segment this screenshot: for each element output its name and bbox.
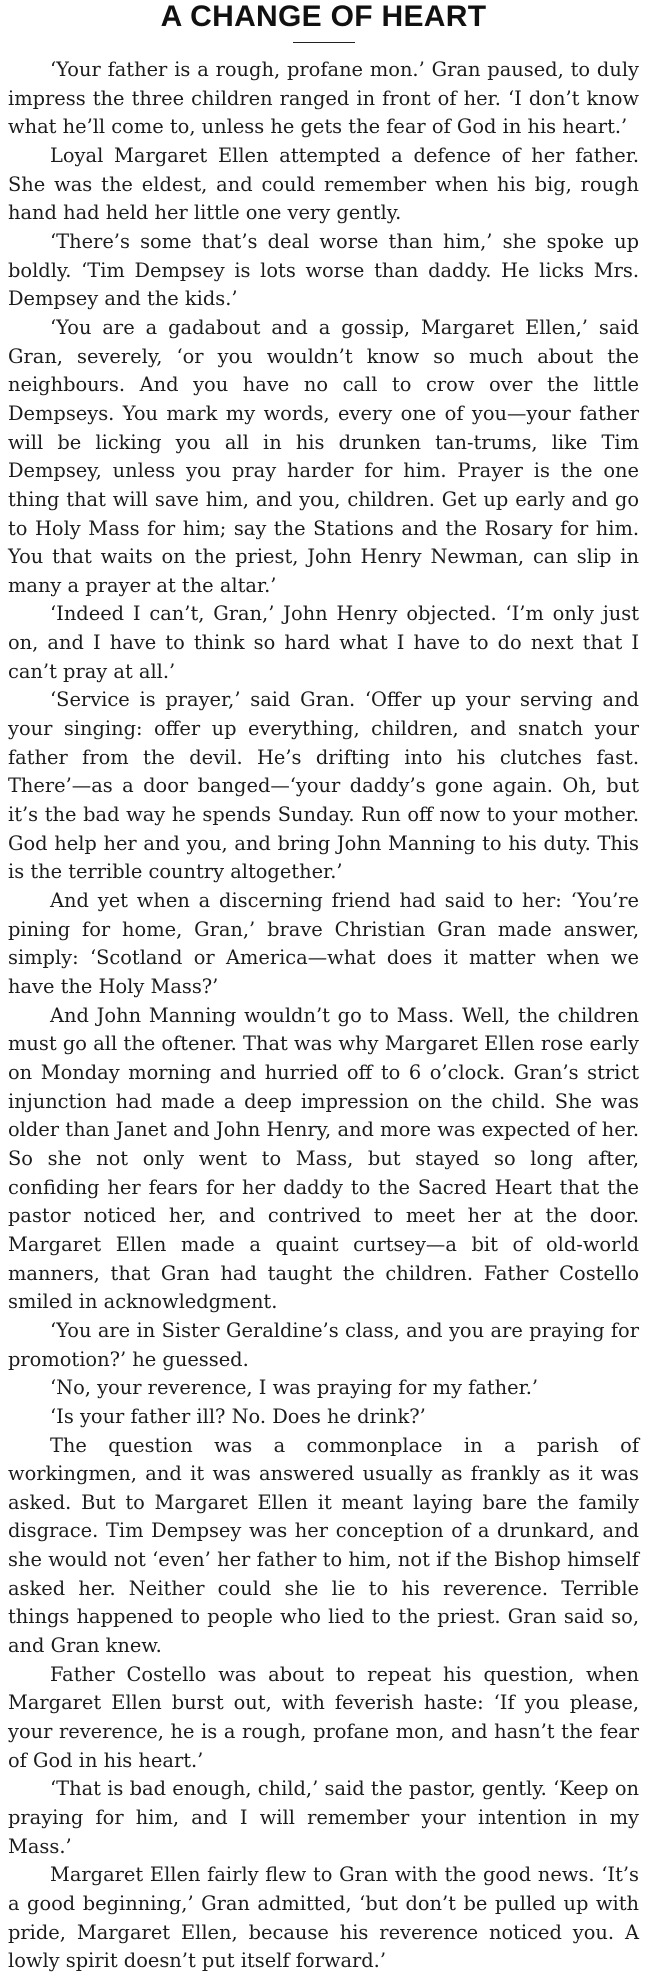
paragraph: ‘There’s some that’s deal worse than him,’ she spoke up boldly. ‘Tim Dempsey is lots worse than daddy. He licks Mrs. Dempsey and the kids.’ xyxy=(8,229,639,311)
paragraph: ‘Service is prayer,’ said Gran. ‘Offer up your serving and your singing: offer up everything, children, and snatch your father from the devil. He’s drifting into his clutches fast. There’—as a door banged—‘your daddy’s gone again. Oh, but it’s the bad way he spends Sunday. Run off now to your mother. God help her and you, and bring John Manning to his duty. This is the terrible country altogether.’ xyxy=(8,688,639,884)
paragraph: ‘Your father is a rough, profane mon.’ Gran paused, to duly impress the three children ranged in front of her. ‘I don’t know what he’ll come to, unless he gets the fear of God in his heart.’ xyxy=(8,58,639,139)
article-body xyxy=(8,56,639,1976)
paragraph: The question was a commonplace in a parish of workingmen, and it was answered usually as frankly as it was asked. But to Margaret Ellen it meant laying bare the family disgrace. Tim Dempsey was her conception of a drunkard, and she would not ‘even’ her father to him, not if the Bishop himself asked her. Neither could she lie to his reverence. Terrible things happened to people who lied to the priest. Gran said so, and Gran knew. xyxy=(8,1433,639,1658)
paragraph: Loyal Margaret Ellen attempted a defence of her father. She was the eldest, and could remember when his big, rough hand had held her little one very gently. xyxy=(8,143,639,225)
title-divider xyxy=(293,42,355,43)
paragraph: Father Costello was about to repeat his question, when Margaret Ellen burst out, with feverish haste: ‘If you please, your reverence, he is a rough, profane mon, and hasn’t the fear of God in his heart.’ xyxy=(8,1662,639,1772)
paragraph: Margaret Ellen fairly flew to Gran with the good news. ‘It’s a good beginning,’ Gran admitted, ‘but don’t be pulled up with pride, Margaret Ellen, because his reverence noticed you. A lowly spirit doesn’t put itself forward.’ xyxy=(8,1863,639,1973)
paragraph: ‘That is bad enough, child,’ said the pastor, gently. ‘Keep on praying for him, and I will remember your intention in my Mass.’ xyxy=(8,1777,639,1858)
article-title: A CHANGE OF HEART xyxy=(160,0,487,33)
paragraph: ‘No, your reverence, I was praying for my father.’ xyxy=(50,1376,539,1400)
paragraph: And yet when a discerning friend had said to her: ‘You’re pining for home, Gran,’ brave Christian Gran made answer, simply: ‘Scotland or America—what does it matter when we have the Holy Mass?’ xyxy=(8,889,639,998)
paragraph: ‘Is your father ill? No. Does he drink?’ xyxy=(50,1404,426,1428)
paragraph: ‘You are in Sister Geraldine’s class, and you are praying for promotion?’ he guessed. xyxy=(8,1318,639,1371)
paragraph: ‘Indeed I can’t, Gran,’ John Henry objected. ‘I’m only just on, and I have to think so hard what I have to do next that I can’t pray at all.’ xyxy=(8,602,639,683)
paragraph: ‘You are a gadabout and a gossip, Margaret Ellen,’ said Gran, severely, ‘or you wouldn’t know so much about the neighbours. And you have no call to crow over the little Dempseys. You mark my words, every one of you—your father will be licking you all in his drunken tan-trums, like Tim Dempsey, unless you pray harder for him. Prayer is the one thing that will save him, and you, children. Get up early and go to Holy Mass for him; say the Stations and the Rosary for him. You that waits on the priest, John Henry Newman, can slip in many a prayer at the altar.’ xyxy=(8,315,639,597)
paragraph: And John Manning wouldn’t go to Mass. Well, the children must go all the oftener. That was why Margaret Ellen rose early on Monday morning and hurried off to 6 o’clock. Gran’s strict injunction had made a deep impression on the child. She was older than Janet and John Henry, and more was expected of her. So she not only went to Mass, but stayed so long after, confiding her fears for her daddy to the Sacred Heart that the pastor noticed her, and contrived to meet her at the door. Margaret Ellen made a quaint curtsey—a bit of old-world manners, that Gran had taught the children. Father Costello smiled in acknowledgment. xyxy=(8,1003,639,1314)
